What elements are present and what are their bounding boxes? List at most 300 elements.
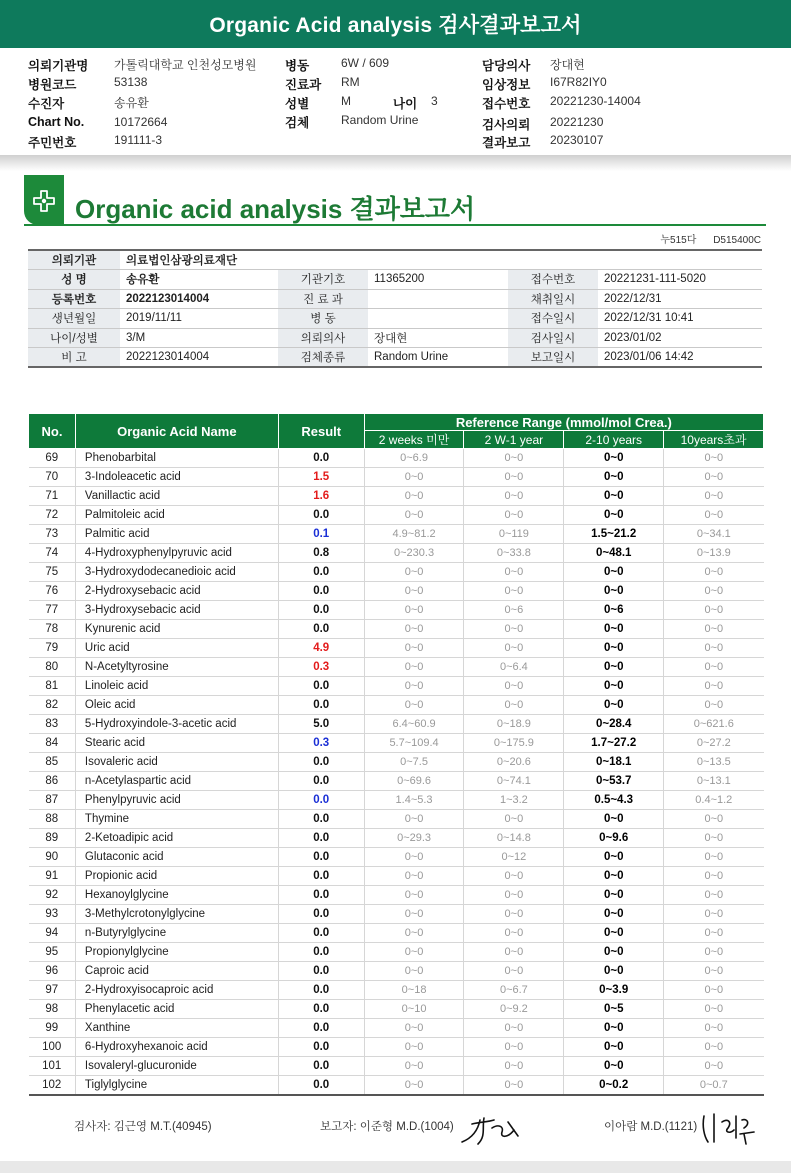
result-value: 0.0: [278, 791, 364, 810]
result-value: 0.0: [278, 924, 364, 943]
info-row: [28, 250, 762, 270]
row-number: 82: [29, 696, 76, 715]
ref-range-2w-1y: 0~0: [464, 1076, 564, 1095]
handwritten-signature-icon: [458, 1108, 524, 1148]
ref-range-2w-1y: 0~12: [464, 848, 564, 867]
section-divider: [0, 155, 791, 171]
acid-name: Glutaconic acid: [75, 848, 278, 867]
row-number: 100: [29, 1038, 76, 1057]
ref-range-2w-1y: 0~74.1: [464, 772, 564, 791]
acid-name: 6-Hydroxyhexanoic acid: [75, 1038, 278, 1057]
result-value: 0.0: [278, 981, 364, 1000]
info-value: 2019/11/11: [120, 309, 278, 329]
result-row: [29, 753, 764, 772]
result-row: [29, 525, 764, 544]
ref-range-2w-1y: 0~0: [464, 582, 564, 601]
row-number: 69: [29, 449, 76, 468]
result-row: [29, 810, 764, 829]
ref-range-2w-1y: 0~0: [464, 943, 564, 962]
result-value: 0.0: [278, 848, 364, 867]
result-row: [29, 677, 764, 696]
result-value: 5.0: [278, 715, 364, 734]
ref-range-over-10y: 0~0: [664, 620, 764, 639]
ref-range-under-2w: 0~0: [364, 1057, 464, 1076]
ref-range-2w-1y: 0~0: [464, 886, 564, 905]
acid-name: Phenylpyruvic acid: [75, 791, 278, 810]
result-value: 0.0: [278, 696, 364, 715]
result-row: [29, 905, 764, 924]
ref-range-2w-1y: 0~0: [464, 696, 564, 715]
ref-range-2w-1y: 0~0: [464, 487, 564, 506]
header-age-value: 3: [431, 94, 438, 108]
ref-range-2-10y: 0~0: [564, 506, 664, 525]
ref-range-2w-1y: 0~14.8: [464, 829, 564, 848]
info-key: 의뢰의사: [278, 328, 368, 348]
ref-range-under-2w: 0~0: [364, 962, 464, 981]
ref-range-under-2w: 0~0: [364, 886, 464, 905]
acid-name: 3-Indoleacetic acid: [75, 468, 278, 487]
result-row: [29, 468, 764, 487]
acid-name: Phenobarbital: [75, 449, 278, 468]
ref-range-under-2w: 0~10: [364, 1000, 464, 1019]
ref-range-over-10y: 0~0: [664, 867, 764, 886]
ref-range-over-10y: 0~0: [664, 601, 764, 620]
ref-range-2-10y: 0~0: [564, 848, 664, 867]
ref-range-over-10y: 0~0: [664, 449, 764, 468]
row-number: 95: [29, 943, 76, 962]
ref-range-over-10y: 0~0: [664, 1019, 764, 1038]
acid-name: Palmitic acid: [75, 525, 278, 544]
result-row: [29, 620, 764, 639]
ref-range-2w-1y: 0~0: [464, 1038, 564, 1057]
info-key: 나이/성별: [28, 328, 120, 348]
info-key: 의뢰기관: [28, 250, 120, 270]
row-number: 80: [29, 658, 76, 677]
results-table: [28, 413, 764, 1096]
ref-range-over-10y: 0.4~1.2: [664, 791, 764, 810]
row-number: 72: [29, 506, 76, 525]
ref-range-over-10y: 0~0: [664, 943, 764, 962]
patient-header: [28, 53, 768, 153]
ref-range-under-2w: 0~7.5: [364, 753, 464, 772]
acid-name: Stearic acid: [75, 734, 278, 753]
info-key: 등록번호: [28, 289, 120, 309]
info-row: [28, 328, 762, 348]
ref-range-2-10y: 0~0: [564, 487, 664, 506]
ref-subheader: 2 weeks 미만: [364, 431, 464, 449]
info-key: 생년월일: [28, 309, 120, 329]
ref-range-under-2w: 0~0: [364, 582, 464, 601]
acid-name: 3-Methylcrotonylglycine: [75, 905, 278, 924]
result-value: 1.5: [278, 468, 364, 487]
ref-range-over-10y: 0~0: [664, 981, 764, 1000]
ref-range-2-10y: 0~0: [564, 962, 664, 981]
header-label: 수진자: [28, 97, 65, 111]
ref-range-2-10y: 0~0: [564, 867, 664, 886]
header-value: RM: [341, 75, 360, 89]
ref-range-over-10y: 0~34.1: [664, 525, 764, 544]
ref-range-under-2w: 0~29.3: [364, 829, 464, 848]
ref-range-under-2w: 0~0: [364, 848, 464, 867]
ref-range-2-10y: 0~53.7: [564, 772, 664, 791]
ref-range-over-10y: 0~13.9: [664, 544, 764, 563]
acid-name: Isovaleryl-glucuronide: [75, 1057, 278, 1076]
result-row: [29, 715, 764, 734]
info-key: 검사일시: [508, 328, 598, 348]
acid-name: Tiglylglycine: [75, 1076, 278, 1095]
info-value: 3/M: [120, 328, 278, 348]
report-title: Organic acid analysis 결과보고서: [75, 194, 476, 224]
acid-name: 3-Hydroxysebacic acid: [75, 601, 278, 620]
info-value: 장대현: [368, 328, 508, 348]
ref-range-under-2w: 0~0: [364, 1076, 464, 1095]
ref-range-2w-1y: 0~0: [464, 506, 564, 525]
ref-subheader: 2-10 years: [564, 431, 664, 449]
header-value: 10172664: [114, 115, 168, 129]
ref-range-under-2w: 0~0: [364, 620, 464, 639]
row-number: 70: [29, 468, 76, 487]
ref-range-over-10y: 0~0: [664, 905, 764, 924]
ref-range-over-10y: 0~0: [664, 829, 764, 848]
result-row: [29, 1038, 764, 1057]
info-value: 2022/12/31 10:41: [598, 309, 762, 329]
ref-range-2-10y: 0~0: [564, 639, 664, 658]
ref-range-2w-1y: 1~3.2: [464, 791, 564, 810]
row-number: 94: [29, 924, 76, 943]
info-key: 보고일시: [508, 348, 598, 368]
result-value: 0.0: [278, 829, 364, 848]
ref-range-2w-1y: 0~6.7: [464, 981, 564, 1000]
row-number: 90: [29, 848, 76, 867]
ref-range-over-10y: 0~0: [664, 886, 764, 905]
results-body: [29, 449, 764, 1095]
ref-range-2-10y: 0~0: [564, 886, 664, 905]
result-value: 0.0: [278, 601, 364, 620]
ref-range-2w-1y: 0~6.4: [464, 658, 564, 677]
info-value: 송유환: [120, 270, 278, 290]
ref-range-2-10y: 0~9.6: [564, 829, 664, 848]
result-value: 0.8: [278, 544, 364, 563]
ref-range-over-10y: 0~621.6: [664, 715, 764, 734]
result-value: 0.0: [278, 1019, 364, 1038]
col-ref-header: Reference Range (mmol/mol Crea.): [364, 414, 763, 431]
row-number: 77: [29, 601, 76, 620]
result-row: [29, 449, 764, 468]
ref-range-2-10y: 0~0: [564, 1019, 664, 1038]
document-title-bar: [0, 0, 791, 48]
ref-range-under-2w: 0~18: [364, 981, 464, 1000]
acid-name: n-Butyrylglycine: [75, 924, 278, 943]
ref-code: D515400C: [713, 235, 761, 246]
result-value: 0.0: [278, 1038, 364, 1057]
ref-range-over-10y: 0~0: [664, 468, 764, 487]
result-value: 0.0: [278, 1000, 364, 1019]
col-name-header: Organic Acid Name: [75, 414, 278, 449]
ref-range-2-10y: 0~0: [564, 1057, 664, 1076]
acid-name: Linoleic acid: [75, 677, 278, 696]
ref-range-under-2w: 0~69.6: [364, 772, 464, 791]
info-key: 진 료 과: [278, 289, 368, 309]
result-row: [29, 829, 764, 848]
row-number: 81: [29, 677, 76, 696]
row-number: 99: [29, 1019, 76, 1038]
ref-code: 누515다: [660, 235, 697, 246]
ref-range-under-2w: 0~0: [364, 867, 464, 886]
result-value: 4.9: [278, 639, 364, 658]
row-number: 86: [29, 772, 76, 791]
acid-name: Palmitoleic acid: [75, 506, 278, 525]
row-number: 101: [29, 1057, 76, 1076]
header-value: 20221230-14004: [550, 94, 641, 108]
ref-range-2w-1y: 0~33.8: [464, 544, 564, 563]
result-row: [29, 544, 764, 563]
result-value: 0.0: [278, 677, 364, 696]
ref-range-over-10y: 0~0: [664, 487, 764, 506]
title-underline: [24, 224, 766, 226]
ref-range-under-2w: 6.4~60.9: [364, 715, 464, 734]
result-value: 0.0: [278, 943, 364, 962]
row-number: 78: [29, 620, 76, 639]
signature-footer: [28, 1100, 768, 1150]
row-number: 84: [29, 734, 76, 753]
ref-range-2w-1y: 0~6: [464, 601, 564, 620]
info-value: 2022123014004: [120, 348, 278, 368]
result-value: 0.0: [278, 563, 364, 582]
result-value: 0.0: [278, 582, 364, 601]
result-row: [29, 601, 764, 620]
result-row: [29, 1019, 764, 1038]
row-number: 102: [29, 1076, 76, 1095]
ref-range-under-2w: 0~0: [364, 696, 464, 715]
info-row: [28, 270, 762, 290]
ref-range-2w-1y: 0~0: [464, 677, 564, 696]
ref-range-over-10y: 0~0: [664, 677, 764, 696]
tester-signature: 검사자: 김근영 M.T.(40945): [74, 1121, 212, 1133]
header-value: 송유환: [114, 96, 149, 110]
info-value: Random Urine: [368, 348, 508, 368]
ref-range-2w-1y: 0~0: [464, 639, 564, 658]
ref-range-under-2w: 1.4~5.3: [364, 791, 464, 810]
ref-range-2-10y: 0~0: [564, 449, 664, 468]
ref-range-over-10y: 0~13.1: [664, 772, 764, 791]
ref-range-2-10y: 0~0: [564, 905, 664, 924]
info-key: 채취일시: [508, 289, 598, 309]
ref-range-2w-1y: 0~0: [464, 449, 564, 468]
ref-range-over-10y: 0~0: [664, 1057, 764, 1076]
ref-range-under-2w: 0~0: [364, 1038, 464, 1057]
ref-range-under-2w: 0~6.9: [364, 449, 464, 468]
result-value: 0.0: [278, 449, 364, 468]
header-value: 20221230: [550, 115, 604, 129]
ref-range-2w-1y: 0~0: [464, 468, 564, 487]
ref-range-2-10y: 0~0: [564, 582, 664, 601]
acid-name: Isovaleric acid: [75, 753, 278, 772]
ref-range-over-10y: 0~0: [664, 639, 764, 658]
ref-range-2w-1y: 0~18.9: [464, 715, 564, 734]
result-value: 0.0: [278, 772, 364, 791]
ref-range-2-10y: 0~0: [564, 620, 664, 639]
acid-name: Thymine: [75, 810, 278, 829]
acid-name: Xanthine: [75, 1019, 278, 1038]
header-value: 6W / 609: [341, 56, 390, 70]
row-number: 79: [29, 639, 76, 658]
ref-range-2w-1y: 0~0: [464, 620, 564, 639]
ref-range-over-10y: 0~13.5: [664, 753, 764, 772]
info-value: [368, 309, 508, 329]
result-row: [29, 639, 764, 658]
ref-range-2-10y: 0.5~4.3: [564, 791, 664, 810]
info-value: 2022/12/31: [598, 289, 762, 309]
row-number: 96: [29, 962, 76, 981]
info-key: 성 명: [28, 270, 120, 290]
ref-range-2w-1y: 0~0: [464, 1057, 564, 1076]
result-value: 0.0: [278, 753, 364, 772]
row-number: 83: [29, 715, 76, 734]
ref-range-over-10y: 0~0: [664, 962, 764, 981]
info-key: 비 고: [28, 348, 120, 368]
ref-subheader: 10years초과: [664, 431, 764, 449]
header-label: 검체: [285, 116, 310, 130]
ref-range-2-10y: 0~28.4: [564, 715, 664, 734]
acid-name: Phenylacetic acid: [75, 1000, 278, 1019]
result-value: 0.0: [278, 886, 364, 905]
result-value: 0.0: [278, 506, 364, 525]
ref-range-2w-1y: 0~20.6: [464, 753, 564, 772]
ref-range-under-2w: 0~0: [364, 468, 464, 487]
signer-name: 이아람 M.D.(1121): [604, 1121, 698, 1133]
row-number: 91: [29, 867, 76, 886]
info-key: 병 동: [278, 309, 368, 329]
info-key: 기관기호: [278, 270, 368, 290]
handwritten-signature-icon: [700, 1108, 756, 1146]
ref-range-under-2w: 0~0: [364, 639, 464, 658]
ref-range-under-2w: 0~0: [364, 905, 464, 924]
ref-range-2w-1y: 0~0: [464, 867, 564, 886]
header-label: 임상정보: [482, 78, 531, 92]
header-label: 담당의사: [482, 59, 531, 73]
info-row: [28, 348, 762, 368]
info-value: 2023/01/02: [598, 328, 762, 348]
row-number: 73: [29, 525, 76, 544]
info-key: 접수일시: [508, 309, 598, 329]
ref-range-2-10y: 0~0: [564, 1038, 664, 1057]
acid-name: Oleic acid: [75, 696, 278, 715]
header-label: 의뢰기관명: [28, 59, 89, 73]
result-value: 0.0: [278, 867, 364, 886]
header-value: M: [341, 94, 351, 108]
patient-info-table: [28, 249, 762, 368]
ref-range-under-2w: 0~0: [364, 810, 464, 829]
info-value: 11365200: [368, 270, 508, 290]
ref-range-2-10y: 0~6: [564, 601, 664, 620]
result-value: 0.0: [278, 810, 364, 829]
result-row: [29, 696, 764, 715]
ref-range-2w-1y: 0~0: [464, 962, 564, 981]
ref-range-2-10y: 0~0: [564, 658, 664, 677]
col-no-header: No.: [29, 414, 76, 449]
result-value: 0.0: [278, 620, 364, 639]
header-label: 성별: [285, 97, 310, 111]
info-key: 검체종류: [278, 348, 368, 368]
header-label: 결과보고: [482, 136, 531, 150]
row-number: 74: [29, 544, 76, 563]
header-age-label: 나이: [393, 97, 418, 111]
cross-logo-icon: [32, 189, 56, 213]
header-label: 검사의뢰: [482, 118, 531, 132]
row-number: 89: [29, 829, 76, 848]
row-number: 71: [29, 487, 76, 506]
result-row: [29, 924, 764, 943]
info-row: [28, 289, 762, 309]
acid-name: 5-Hydroxyindole-3-acetic acid: [75, 715, 278, 734]
result-value: 0.1: [278, 525, 364, 544]
ref-range-over-10y: 0~0: [664, 582, 764, 601]
result-row: [29, 886, 764, 905]
ref-range-2-10y: 0~48.1: [564, 544, 664, 563]
info-value: [368, 289, 508, 309]
row-number: 75: [29, 563, 76, 582]
ref-range-2-10y: 0~0.2: [564, 1076, 664, 1095]
ref-range-under-2w: 0~0: [364, 658, 464, 677]
info-row: [28, 309, 762, 329]
row-number: 98: [29, 1000, 76, 1019]
header-value: 20230107: [550, 133, 604, 147]
result-value: 1.6: [278, 487, 364, 506]
ref-range-under-2w: 0~0: [364, 506, 464, 525]
row-number: 93: [29, 905, 76, 924]
acid-name: 2-Ketoadipic acid: [75, 829, 278, 848]
acid-name: Propionic acid: [75, 867, 278, 886]
header-label: Chart No.: [28, 115, 85, 129]
result-value: 0.0: [278, 962, 364, 981]
header-value: 191111-3: [114, 133, 163, 147]
header-value: 가톨릭대학교 인천성모병원: [114, 58, 257, 72]
ref-range-under-2w: 0~230.3: [364, 544, 464, 563]
ref-range-over-10y: 0~0: [664, 563, 764, 582]
ref-range-over-10y: 0~0: [664, 506, 764, 525]
ref-range-under-2w: 0~0: [364, 563, 464, 582]
header-label: 진료과: [285, 78, 322, 92]
ref-range-2-10y: 0~0: [564, 696, 664, 715]
acid-name: Caproic acid: [75, 962, 278, 981]
acid-name: 2-Hydroxysebacic acid: [75, 582, 278, 601]
result-row: [29, 506, 764, 525]
result-row: [29, 1000, 764, 1019]
ref-range-under-2w: 0~0: [364, 601, 464, 620]
result-row: [29, 791, 764, 810]
result-row: [29, 848, 764, 867]
result-value: 0.3: [278, 658, 364, 677]
header-value: I67R82IY0: [550, 75, 607, 89]
acid-name: 2-Hydroxyisocaproic acid: [75, 981, 278, 1000]
ref-range-2w-1y: 0~0: [464, 905, 564, 924]
result-row: [29, 658, 764, 677]
acid-name: Propionylglycine: [75, 943, 278, 962]
ref-range-2-10y: 0~0: [564, 924, 664, 943]
info-value: 2022123014004: [120, 289, 278, 309]
result-value: 0.3: [278, 734, 364, 753]
ref-range-2-10y: 0~0: [564, 943, 664, 962]
ref-range-2-10y: 0~0: [564, 563, 664, 582]
acid-name: Uric acid: [75, 639, 278, 658]
result-row: [29, 734, 764, 753]
row-number: 85: [29, 753, 76, 772]
row-number: 76: [29, 582, 76, 601]
ref-range-2w-1y: 0~0: [464, 563, 564, 582]
page-bottom-band: [0, 1161, 791, 1173]
result-row: [29, 563, 764, 582]
acid-name: Kynurenic acid: [75, 620, 278, 639]
